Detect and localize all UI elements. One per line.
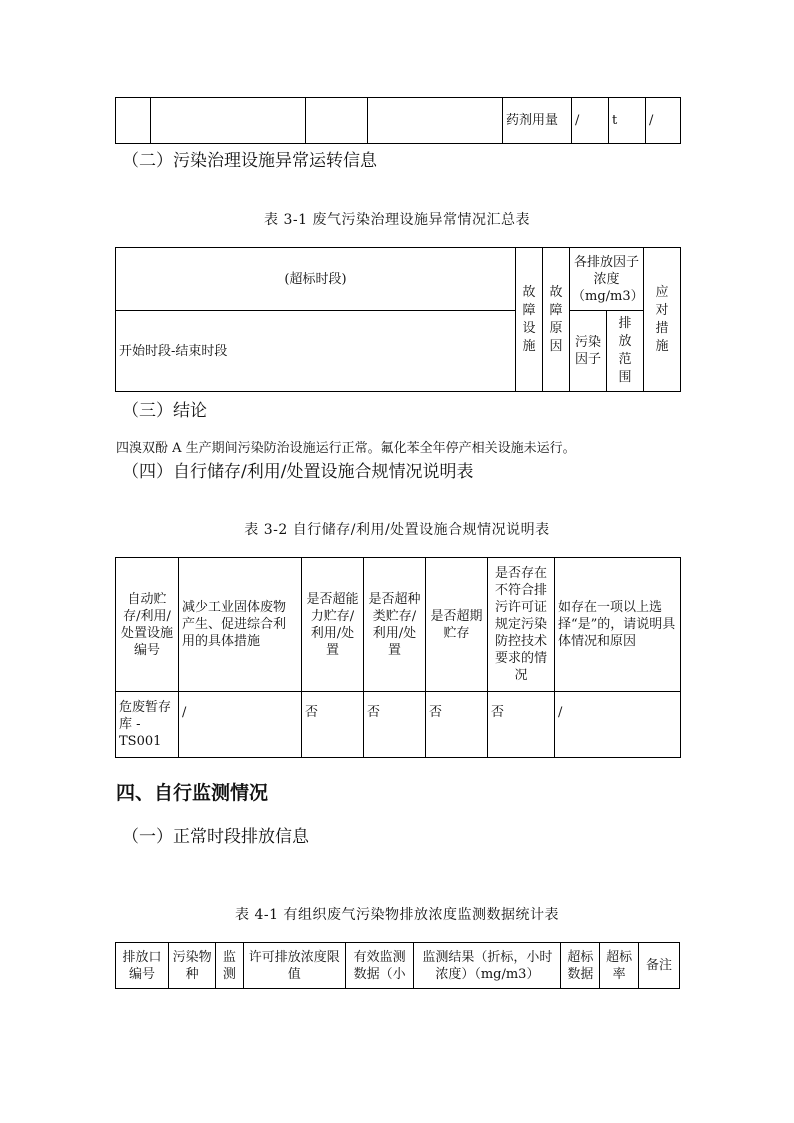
table-cell: 危废暂存库 -TS001 <box>116 692 179 758</box>
header-range: 排 放 范 围 <box>607 311 644 392</box>
header-fault-reason: 故 障 原 因 <box>543 248 570 392</box>
table-header: 是否超种类贮存/利用/处置 <box>364 558 426 692</box>
table-3-2 <box>115 557 681 758</box>
chapter-heading: 四、自行监测情况 <box>116 782 269 804</box>
table-header: 监测 <box>216 943 244 989</box>
table-header: 减少工业固体废物产生、促进综合利用的具体措施 <box>179 558 302 692</box>
section-heading: （三）结论 <box>122 401 207 421</box>
table-cell: 否 <box>426 692 488 758</box>
table-header: 有效监测数据（小 <box>345 943 413 989</box>
table-caption: 表 3-2 自行储存/利用/处置设施合规情况说明表 <box>244 522 550 538</box>
header-fault-facility: 故 障 设 施 <box>516 248 543 392</box>
table-4-1 <box>115 942 680 989</box>
section-heading: （四）自行储存/利用/处置设施合规情况说明表 <box>122 462 474 482</box>
table-cell: t <box>609 98 646 144</box>
table-cell: 否 <box>488 692 555 758</box>
table-header: 是否超能力贮存/利用/处置 <box>302 558 364 692</box>
top-continuation-table <box>115 97 681 144</box>
table-cell: 否 <box>364 692 426 758</box>
table-header: 备注 <box>639 943 680 989</box>
table-header: 污染物种 <box>169 943 216 989</box>
table-cell: / <box>572 98 609 144</box>
table-cell <box>116 98 151 144</box>
table-cell <box>368 98 503 144</box>
table-cell <box>306 98 368 144</box>
table-header: 自动贮存/利用/处置设施编号 <box>116 558 179 692</box>
section-heading: （二）污染治理设施异常运转信息 <box>122 151 377 171</box>
table-header: 超标率 <box>600 943 639 989</box>
table-caption: 表 4-1 有组织废气污染物排放浓度监测数据统计表 <box>235 907 559 923</box>
header-measures: 应 对 措 施 <box>644 248 681 392</box>
table-header: 是否超期贮存 <box>426 558 488 692</box>
table-cell: / <box>646 98 681 144</box>
conclusion-text: 四溴双酚 A 生产期间污染防治设施运行正常。氟化苯全年停产相关设施未运行。 <box>116 441 576 456</box>
table-cell: / <box>555 692 681 758</box>
section-heading: （一）正常时段排放信息 <box>122 827 309 847</box>
table-header: 许可排放浓度限值 <box>243 943 345 989</box>
table-cell: 药剂用量 <box>503 98 572 144</box>
header-period: (超标时段) <box>116 248 516 311</box>
header-start-end: 开始时段-结束时段 <box>116 311 516 392</box>
table-3-1 <box>115 247 681 392</box>
table-cell: / <box>179 692 302 758</box>
table-caption: 表 3-1 废气污染治理设施异常情况汇总表 <box>264 212 530 228</box>
table-header: 监测结果（折标，小时浓度）（mg/m3） <box>414 943 561 989</box>
header-pollutant: 污染因子 <box>570 311 607 392</box>
table-cell: 否 <box>302 692 364 758</box>
table-header: 超标数据 <box>561 943 600 989</box>
table-row <box>116 692 681 758</box>
header-concentration: 各排放因子浓度（mg/m3） <box>570 248 644 311</box>
table-cell <box>151 98 306 144</box>
table-header: 是否存在不符合排污许可证规定污染防控技术要求的情况 <box>488 558 555 692</box>
table-header: 如存在一项以上选择“是”的，请说明具体情况和原因 <box>555 558 681 692</box>
table-header: 排放口编号 <box>116 943 169 989</box>
